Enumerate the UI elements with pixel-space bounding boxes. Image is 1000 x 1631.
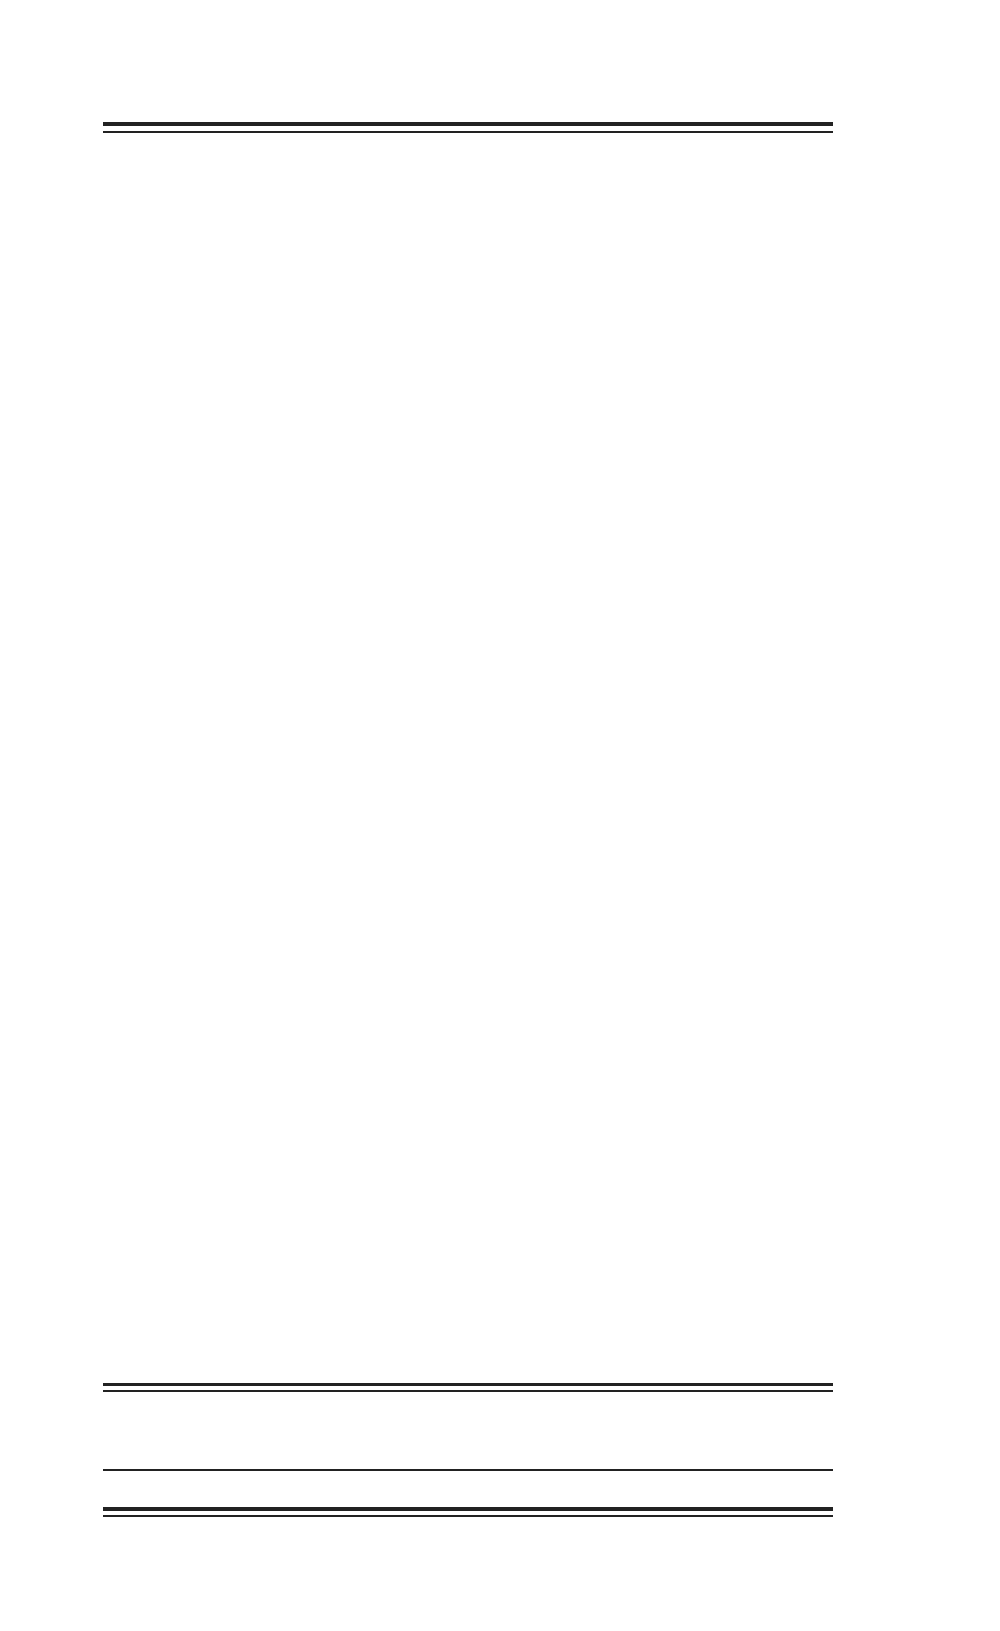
bottom-rule-thin <box>103 1390 833 1392</box>
top-ornament-dots <box>103 133 833 157</box>
bottom-rule-thick <box>103 1383 833 1386</box>
bottom-ornament-triangles <box>103 1476 833 1500</box>
bottom-rule-above-ornament <box>103 1469 833 1471</box>
bottom-rule-lower-thin <box>103 1515 833 1517</box>
bottom-rule-lower <box>103 1507 833 1511</box>
top-rule-thick <box>103 122 833 126</box>
